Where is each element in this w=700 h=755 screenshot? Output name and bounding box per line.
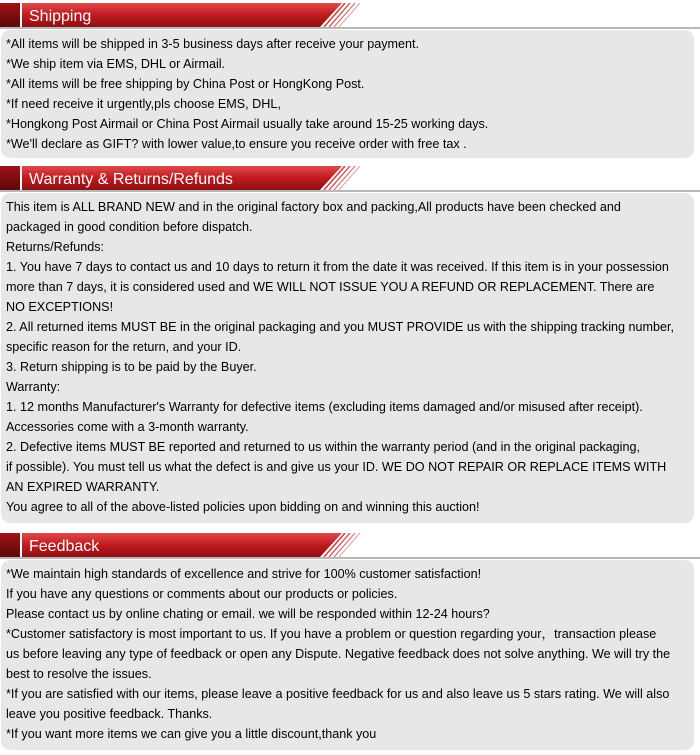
shipping-section <box>0 3 700 151</box>
warranty-line: NO EXCEPTIONS! <box>6 300 114 314</box>
shipping-line: *We ship item via EMS, DHL or Airmail. <box>6 57 226 71</box>
warranty-line: You agree to all of the above-listed policies upon bidding on and winning this auction! <box>6 500 480 514</box>
warranty-line: 1. You have 7 days to contact us and 10 days to return it from the date it was received. If this item is in your possession <box>6 260 669 274</box>
feedback-section <box>0 533 700 741</box>
warranty-section <box>0 166 700 514</box>
warranty-line: Accessories come with a 3-month warranty. <box>6 420 249 434</box>
feedback-line: Please contact us by online chating or email. we will be responded within 12-24 hours? <box>6 607 490 621</box>
shipping-line: *All items will be shipped in 3-5 business days after receive your payment. <box>6 37 419 51</box>
feedback-header-underline <box>0 557 700 559</box>
warranty-line: 2. All returned items MUST BE in the original packaging and you MUST PROVIDE us with the shipping tracking number, <box>6 320 675 334</box>
warranty-header <box>0 166 700 192</box>
warranty-header-underline <box>0 190 700 192</box>
feedback-line: best to resolve the issues. <box>6 667 152 681</box>
feedback-line: *If you are satisfied with our items, please leave a positive feedback for us and also leave us 5 stars rating. We will also <box>6 687 670 701</box>
warranty-content-box <box>1 193 694 523</box>
feedback-content-box <box>1 560 694 750</box>
warranty-line: 2. Defective items MUST BE reported and returned to us within the warranty period (and in the original packaging, <box>6 440 640 454</box>
feedback-title: Feedback <box>29 538 100 555</box>
warranty-line: specific reason for the return, and your ID. <box>6 340 242 354</box>
feedback-line: *If you want more items we can give you a little discount,thank you <box>6 727 377 741</box>
shipping-header <box>0 3 700 29</box>
shipping-header-underline <box>0 27 700 29</box>
feedback-line: *Customer satisfactory is most important to us. If you have a problem or question regarding your，transaction please <box>6 627 657 641</box>
warranty-line: 1. 12 months Manufacturer's Warranty for defective items (excluding items damaged and/or misused after receipt). <box>6 400 643 414</box>
shipping-content-box <box>1 30 694 158</box>
feedback-line: If you have any questions or comments about our products or policies. <box>6 587 398 601</box>
warranty-title: Warranty & Returns/Refunds <box>29 171 233 188</box>
shipping-line: *All items will be free shipping by China Post or HongKong Post. <box>6 77 365 91</box>
feedback-line: *We maintain high standards of excellence and strive for 100% customer satisfaction! <box>6 567 482 581</box>
warranty-line: This item is ALL BRAND NEW and in the original factory box and packing,All products have been checked and <box>6 200 621 214</box>
feedback-line: us before leaving any type of feedback or open any Dispute. Negative feedback does not solve anything. We will try the <box>6 647 671 661</box>
warranty-line: AN EXPIRED WARRANTY. <box>6 480 160 494</box>
shipping-line: *We'll declare as GIFT? with lower value,to ensure you receive order with free tax . <box>6 137 467 151</box>
warranty-line: packaged in good condition before dispatch. <box>6 220 253 234</box>
warranty-line: if possible). You must tell us what the defect is and give us your ID. WE DO NOT REPAIR OR REPLACE ITEMS WITH <box>6 460 667 474</box>
feedback-line: leave you positive feedback. Thanks. <box>6 707 213 721</box>
warranty-line: Warranty: <box>6 380 61 394</box>
warranty-line: Returns/Refunds: <box>6 240 105 254</box>
warranty-line: more than 7 days, it is considered used and WE WILL NOT ISSUE YOU A REFUND OR REPLACEMENT. There are <box>6 280 655 294</box>
warranty-line: 3. Return shipping is to be paid by the Buyer. <box>6 360 257 374</box>
shipping-line: *If need receive it urgently,pls choose EMS, DHL, <box>6 97 281 111</box>
feedback-header <box>0 533 700 559</box>
shipping-line: *Hongkong Post Airmail or China Post Airmail usually take around 15-25 working days. <box>6 117 489 131</box>
shipping-title: Shipping <box>29 8 92 25</box>
